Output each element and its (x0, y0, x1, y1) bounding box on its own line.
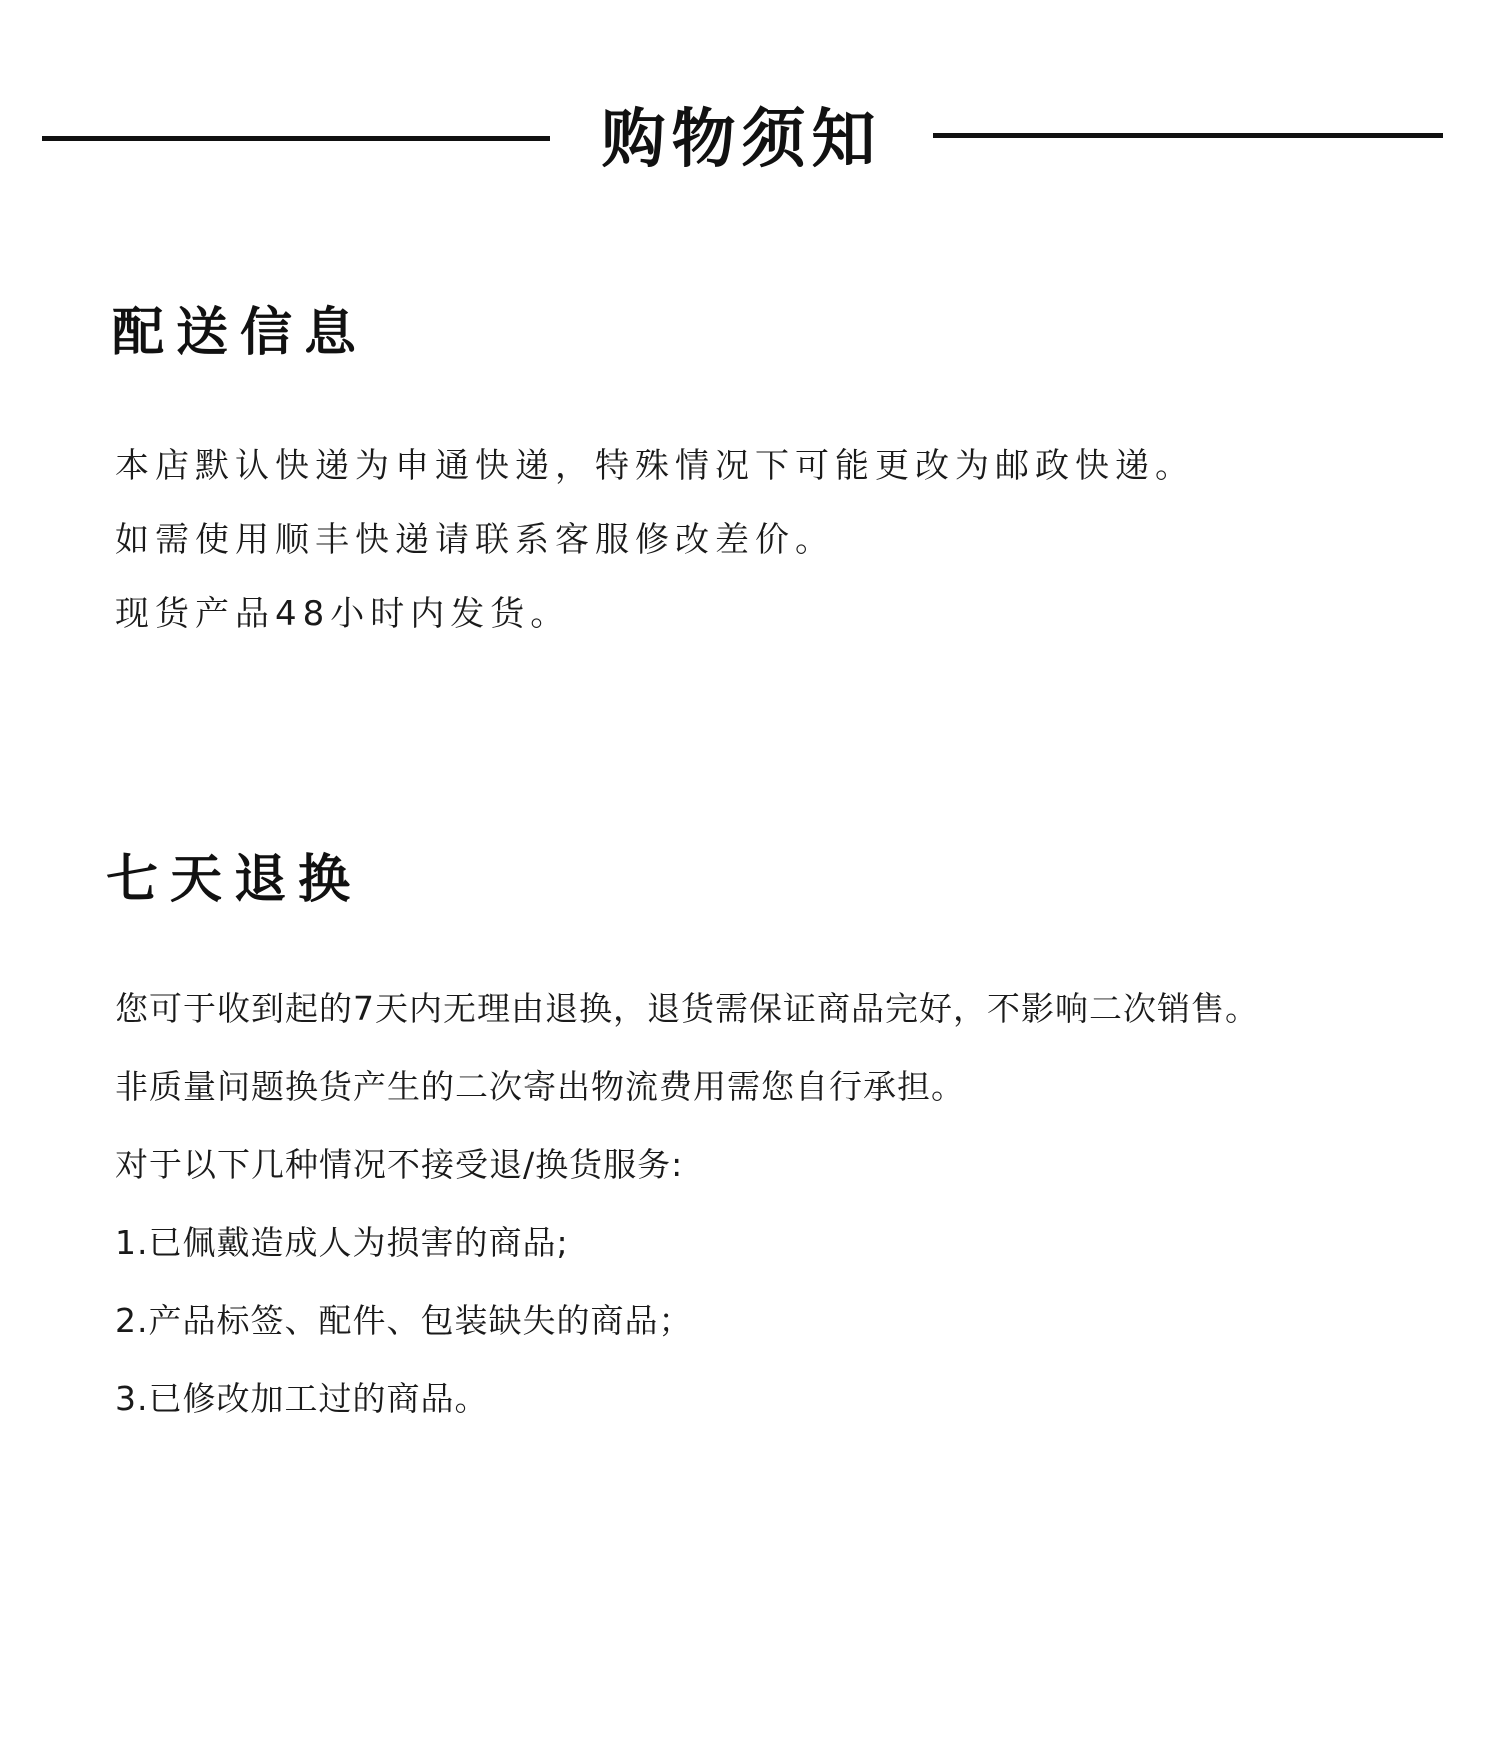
returns-exclusion-item: 2.产品标签、配件、包装缺失的商品； (115, 1301, 693, 1340)
returns-policy (115, 970, 1259, 1438)
delivery-line: 如需使用顺丰快递请联系客服修改差价。 (115, 520, 835, 560)
returns-heading: 七天退换 (106, 850, 363, 910)
delivery-heading: 配送信息 (112, 303, 369, 363)
header-divider-right (933, 133, 1443, 138)
delivery-info (115, 429, 1195, 651)
header-divider-left (42, 136, 550, 141)
returns-line: 对于以下几种情况不接受退/换货服务: (115, 1145, 684, 1184)
returns-exclusion-item: 3.已修改加工过的商品。 (115, 1379, 489, 1418)
returns-line: 您可于收到起的7天内无理由退换，退货需保证商品完好，不影响二次销售。 (115, 989, 1259, 1028)
returns-exclusion-item: 1.已佩戴造成人为损害的商品; (115, 1223, 569, 1262)
returns-line: 非质量问题换货产生的二次寄出物流费用需您自行承担。 (115, 1067, 965, 1106)
page-header (0, 95, 1500, 185)
page-title: 购物须知 (601, 103, 882, 177)
delivery-line: 本店默认快递为申通快递，特殊情况下可能更改为邮政快递。 (115, 446, 1195, 486)
delivery-line: 现货产品48小时内发货。 (115, 594, 571, 634)
